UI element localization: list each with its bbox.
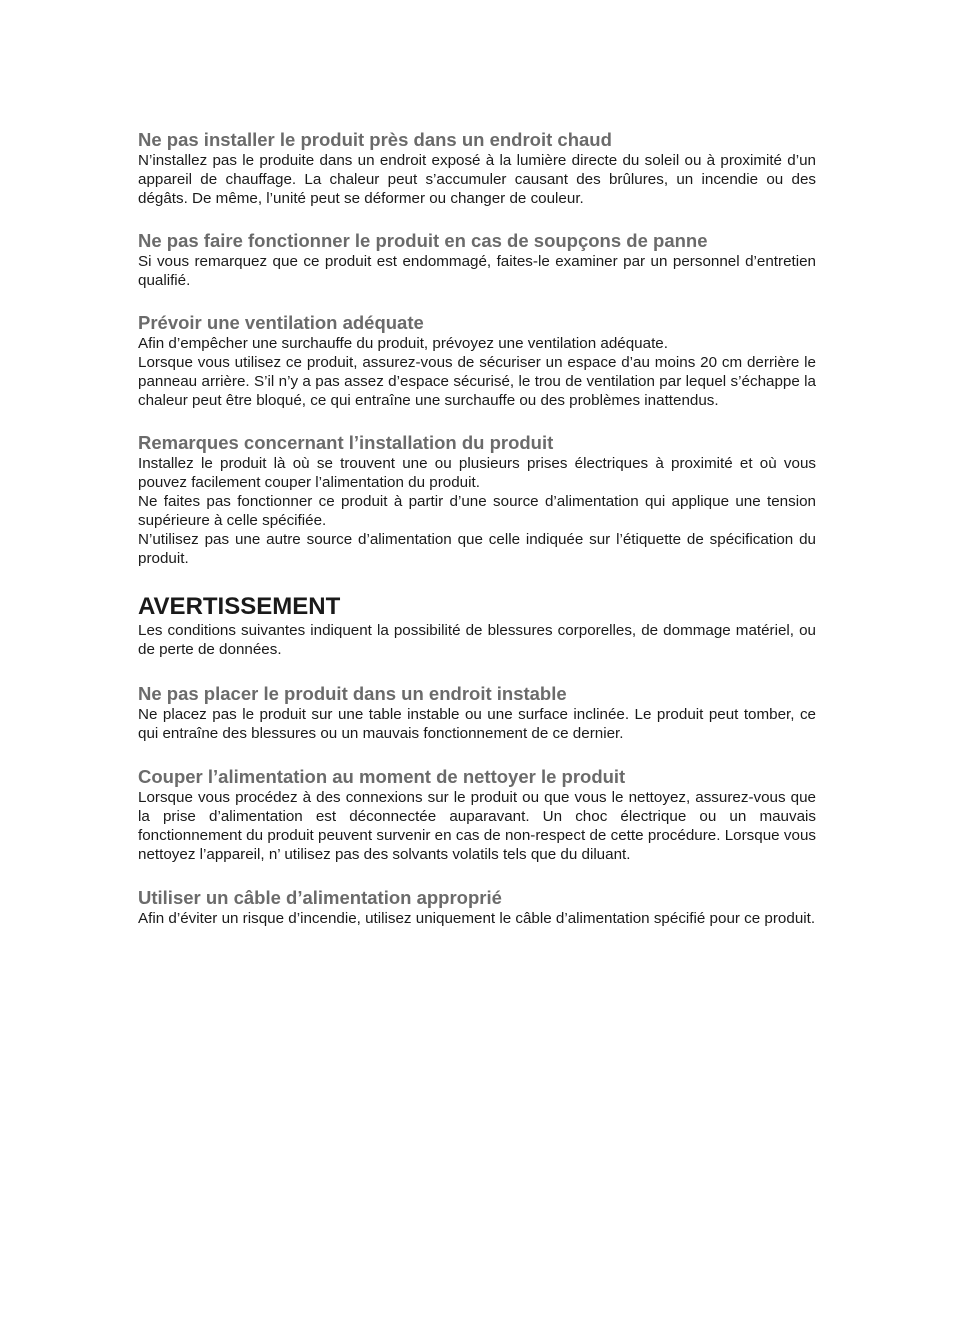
section-heading: Ne pas placer le produit dans un endroit instable: [138, 683, 567, 704]
section-heading: Ne pas faire fonctionner le produit en cas de soupçons de panne: [138, 230, 708, 251]
section-paragraph: Ne faites pas fonctionner ce produit à partir d’une source d’alimentation qui applique une tension supérieure à celle spécifiée.: [138, 493, 816, 529]
section-heading: Ne pas installer le produit près dans un endroit chaud: [138, 129, 612, 150]
section-power-cable: [138, 886, 816, 928]
section-unstable-location: [138, 682, 816, 743]
section-paragraph: Afin d’empêcher une surchauffe du produit, prévoyez une ventilation adéquate.: [138, 335, 668, 352]
section-paragraph: Ne placez pas le produit sur une table instable ou une surface inclinée. Le produit peut tomber, ce qui entraîne des blessures ou un mauvais fonctionnement de ce dernier.: [138, 706, 816, 742]
section-paragraph: N’installez pas le produite dans un endroit exposé à la lumière directe du soleil ou à proximité d’un appareil de chauffage. La chaleur peut s’accumuler causant des brûlures, un incendie ou des dégâts. De même, l’unité peut se déformer ou changer de couleur.: [138, 152, 816, 207]
section-suspected-failure: [138, 229, 816, 290]
section-heading: Prévoir une ventilation adéquate: [138, 312, 424, 333]
section-installation-notes: [138, 431, 816, 568]
section-paragraph: Afin d’éviter un risque d’incendie, utilisez uniquement le câble d’alimentation spécifié pour ce produit.: [138, 910, 816, 927]
section-heading: Couper l’alimentation au moment de nettoyer le produit: [138, 766, 626, 787]
section-paragraph: Installez le produit là où se trouvent une ou plusieurs prises électriques à proximité et où vous pouvez facilement couper l’alimentation du produit.: [138, 455, 816, 491]
section-heading: Utiliser un câble d’alimentation approprié: [138, 887, 502, 908]
document-page: [138, 128, 816, 949]
warning-block: [138, 591, 816, 659]
section-paragraph: Lorsque vous procédez à des connexions sur le produit ou que vous le nettoyez, assurez-vous que la prise d’alimentation est déconnectée auparavant. Un choc électrique ou un mauvais fonctionnement du produit peuvent survenir en cas de non-respect de cette procédure. Lorsque vous nettoyez l’appareil, n’ utilisez pas des solvants volatils tels que du diluant.: [138, 789, 816, 863]
warning-intro: Les conditions suivantes indiquent la possibilité de blessures corporelles, de dommage matériel, ou de perte de données.: [138, 622, 816, 658]
section-cleaning-power: [138, 765, 816, 864]
warning-title: AVERTISSEMENT: [138, 593, 341, 620]
section-heading: Remarques concernant l’installation du produit: [138, 432, 554, 453]
section-paragraph: Lorsque vous utilisez ce produit, assurez-vous de sécuriser un espace d’au moins 20 cm derrière le panneau arrière. S’il n’y a pas assez d’espace sécurisé, le trou de ventilation par lequel s’échappe la chaleur peut être bloqué, ce qui entraîne une surchauffe ou des problèmes inattendus.: [138, 354, 816, 409]
section-hot-location: [138, 128, 816, 208]
section-ventilation: [138, 311, 816, 410]
section-paragraph: N’utilisez pas une autre source d’alimentation que celle indiquée sur l’étiquette de spécification du produit.: [138, 531, 816, 567]
section-paragraph: Si vous remarquez que ce produit est endommagé, faites-le examiner par un personnel d’entretien qualifié.: [138, 253, 816, 289]
